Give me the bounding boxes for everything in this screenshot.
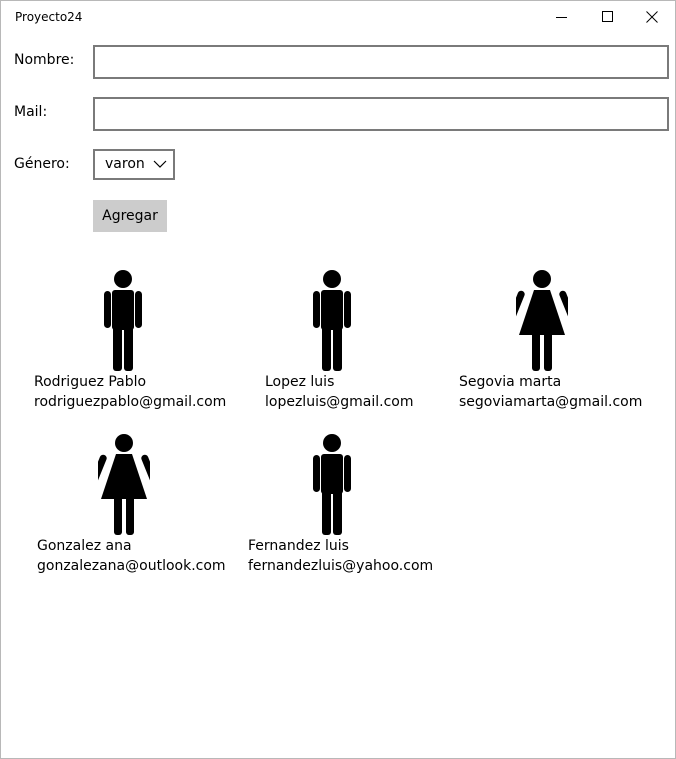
maximize-button[interactable]: [585, 1, 631, 33]
female-person-icon: [98, 434, 150, 536]
person-name: Gonzalez ana: [37, 538, 132, 554]
chevron-down-icon: [153, 159, 167, 169]
nombre-input[interactable]: [93, 45, 669, 79]
window-title: Proyecto24: [15, 10, 83, 24]
person-mail: segoviamarta@gmail.com: [459, 394, 643, 410]
male-person-icon: [102, 270, 144, 372]
title-bar[interactable]: [1, 1, 675, 33]
person-mail: gonzalezana@outlook.com: [37, 558, 226, 574]
male-person-icon: [311, 270, 353, 372]
minimize-icon: [556, 11, 568, 23]
person-mail: fernandezluis@yahoo.com: [248, 558, 434, 574]
person-mail: lopezluis@gmail.com: [265, 394, 414, 410]
female-person-icon: [516, 270, 568, 372]
genero-select[interactable]: [93, 149, 175, 180]
genero-label: Género:: [14, 156, 70, 172]
person-name: Rodriguez Pablo: [34, 374, 147, 390]
maximize-icon: [602, 11, 614, 23]
close-icon: [646, 11, 658, 23]
person-name: Fernandez luis: [248, 538, 349, 554]
mail-label: Mail:: [14, 104, 48, 120]
male-person-icon: [311, 434, 353, 536]
agregar-button[interactable]: Agregar: [93, 200, 167, 232]
minimize-button[interactable]: [539, 1, 585, 33]
person-name: Lopez luis: [265, 374, 335, 390]
close-button[interactable]: [629, 1, 675, 33]
nombre-label: Nombre:: [14, 52, 75, 68]
genero-selected-value: varon: [105, 156, 145, 172]
person-mail: rodriguezpablo@gmail.com: [34, 394, 227, 410]
mail-input[interactable]: [93, 97, 669, 131]
person-name: Segovia marta: [459, 374, 562, 390]
